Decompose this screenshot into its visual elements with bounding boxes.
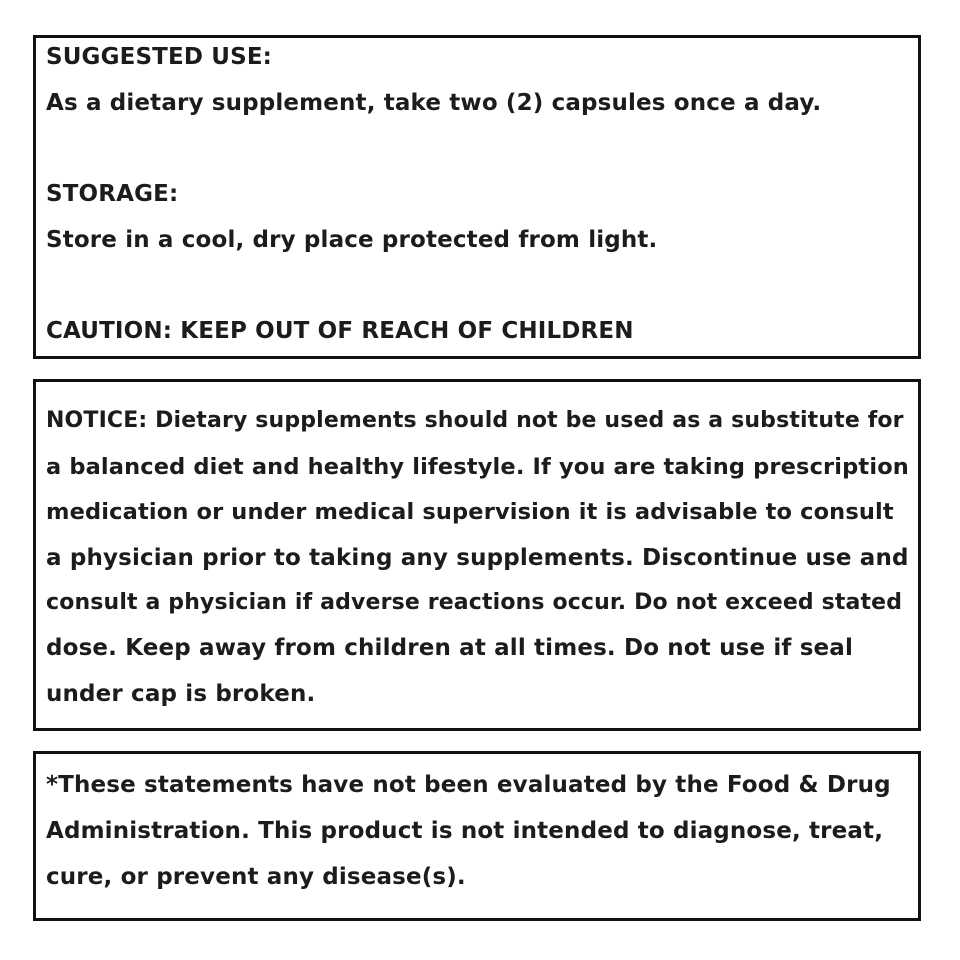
- notice-line: under cap is broken.: [46, 681, 316, 707]
- notice-line: medication or under medical supervision it is advisable to consult: [46, 499, 894, 525]
- notice-line: dose. Keep away from children at all times. Do not use if seal: [46, 635, 853, 661]
- notice-line: a physician prior to taking any supplements. Discontinue use and: [46, 545, 909, 571]
- disclaimer-line: *These statements have not been evaluated by the Food & Drug: [46, 772, 891, 798]
- notice-line: a balanced diet and healthy lifestyle. If you are taking prescription: [46, 454, 909, 480]
- storage-text: Store in a cool, dry place protected from light.: [46, 227, 658, 253]
- notice-panel: [33, 379, 921, 731]
- notice-line: consult a physician if adverse reactions occur. Do not exceed stated: [46, 590, 903, 615]
- fda-disclaimer-panel: [33, 751, 921, 921]
- storage-heading: STORAGE:: [46, 181, 179, 207]
- caution-text: CAUTION: KEEP OUT OF REACH OF CHILDREN: [46, 318, 634, 344]
- disclaimer-line: Administration. This product is not intended to diagnose, treat,: [46, 818, 884, 844]
- disclaimer-line: cure, or prevent any disease(s).: [46, 864, 466, 890]
- suggested-use-text: As a dietary supplement, take two (2) capsules once a day.: [46, 90, 822, 116]
- usage-storage-panel: [33, 35, 921, 359]
- suggested-use-heading: SUGGESTED USE:: [46, 44, 273, 70]
- notice-line: NOTICE: Dietary supplements should not be used as a substitute for: [46, 408, 904, 433]
